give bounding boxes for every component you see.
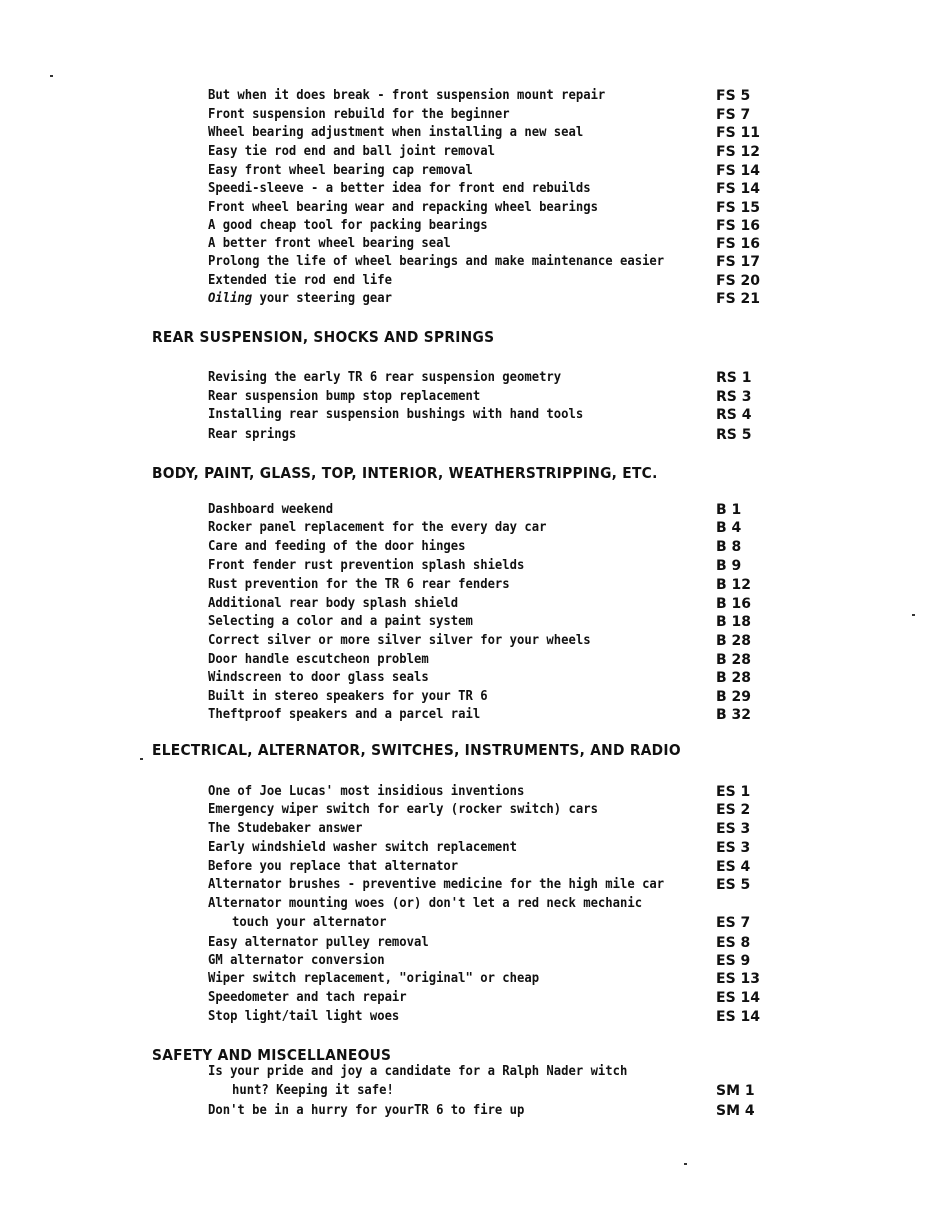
toc-entry xyxy=(208,88,768,106)
entry-title: Rear suspension bump stop replacement xyxy=(208,389,481,404)
toc-entry xyxy=(208,1103,768,1121)
entry-title: Don't be in a hurry for yourTR 6 to fire up xyxy=(208,1103,525,1118)
entry-title: Rust prevention for the TR 6 rear fenders xyxy=(208,577,510,592)
toc-entry xyxy=(208,107,768,125)
entry-title: Front fender rust prevention splash shields xyxy=(208,558,525,573)
entry-page-code: B 4 xyxy=(716,520,742,536)
entry-title: Easy front wheel bearing cap removal xyxy=(208,163,473,178)
toc-entry xyxy=(208,689,768,707)
section-heading: SAFETY AND MISCELLANEOUS xyxy=(152,1046,392,1064)
entry-title: GM alternator conversion xyxy=(208,953,385,968)
entry-page-code: FS 17 xyxy=(716,254,761,270)
entry-page-code: ES 8 xyxy=(716,935,751,951)
toc-entry xyxy=(208,181,768,199)
entry-page-code: B 32 xyxy=(716,707,752,723)
toc-entry xyxy=(208,273,768,291)
entry-title: Built in stereo speakers for your TR 6 xyxy=(208,689,488,704)
entry-page-code: B 29 xyxy=(716,689,752,705)
toc-entry xyxy=(208,802,768,820)
entry-title: Revising the early TR 6 rear suspension geometry xyxy=(208,370,562,385)
entry-page-code: FS 15 xyxy=(716,200,761,216)
toc-entry xyxy=(208,218,768,236)
entry-page-code: RS 5 xyxy=(716,427,752,443)
toc-entry xyxy=(208,502,768,520)
entry-page-code: RS 4 xyxy=(716,407,752,423)
entry-title: Care and feeding of the door hinges xyxy=(208,539,466,554)
scan-speck xyxy=(684,1163,687,1165)
entry-title: Selecting a color and a paint system xyxy=(208,614,473,629)
toc-entry xyxy=(208,896,768,931)
section-heading: REAR SUSPENSION, SHOCKS AND SPRINGS xyxy=(152,328,495,346)
entry-page-code: FS 7 xyxy=(716,107,751,123)
toc-entry xyxy=(208,953,768,971)
entry-title: Alternator brushes - preventive medicine for the high mile car xyxy=(208,877,665,892)
entry-page-code: ES 5 xyxy=(716,877,751,893)
toc-entry xyxy=(208,577,768,595)
toc-entry xyxy=(208,163,768,181)
entry-page-code: FS 21 xyxy=(716,291,761,307)
toc-entry xyxy=(208,971,768,989)
entry-title: Emergency wiper switch for early (rocker switch) cars xyxy=(208,802,598,817)
entry-page-code: ES 3 xyxy=(716,821,751,837)
entry-title: Dashboard weekend xyxy=(208,502,334,517)
toc-entry xyxy=(208,407,768,425)
entry-page-code: ES 7 xyxy=(716,915,751,931)
scan-speck xyxy=(912,614,915,616)
entry-title: Theftproof speakers and a parcel rail xyxy=(208,707,481,722)
toc-entry xyxy=(208,370,768,388)
entry-page-code: SM 4 xyxy=(716,1103,755,1119)
toc-entry xyxy=(208,144,768,162)
entry-title: A better front wheel bearing seal xyxy=(208,236,451,251)
entry-page-code: ES 9 xyxy=(716,953,751,969)
entry-title: One of Joe Lucas' most insidious inventions xyxy=(208,784,525,799)
entry-page-code: ES 14 xyxy=(716,990,761,1006)
entry-page-code: B 12 xyxy=(716,577,752,593)
entry-page-code: FS 11 xyxy=(716,125,761,141)
entry-page-code: SM 1 xyxy=(716,1083,755,1099)
entry-title: Extended tie rod end life xyxy=(208,273,392,288)
entry-title: A good cheap tool for packing bearings xyxy=(208,218,488,233)
entry-title-continued: hunt? Keeping it safe! xyxy=(232,1083,394,1098)
entry-page-code: B 18 xyxy=(716,614,752,630)
toc-entry xyxy=(208,877,768,895)
entry-page-code: B 28 xyxy=(716,633,752,649)
toc-entry xyxy=(208,652,768,670)
toc-entry xyxy=(208,427,768,445)
entry-title: Speedometer and tach repair xyxy=(208,990,407,1005)
entry-title-emphasis: Oiling xyxy=(208,291,253,306)
entry-title: Before you replace that alternator xyxy=(208,859,459,874)
toc-entry xyxy=(208,935,768,953)
entry-page-code: ES 1 xyxy=(716,784,751,800)
toc-entry xyxy=(208,558,768,576)
entry-title: Windscreen to door glass seals xyxy=(208,670,429,685)
toc-entry xyxy=(208,614,768,632)
entry-page-code: ES 4 xyxy=(716,859,751,875)
entry-page-code: FS 20 xyxy=(716,273,761,289)
entry-title: Additional rear body splash shield xyxy=(208,596,459,611)
toc-entry xyxy=(208,990,768,1008)
entry-page-code: FS 16 xyxy=(716,218,761,234)
toc-entry xyxy=(208,596,768,614)
entry-page-code: ES 2 xyxy=(716,802,751,818)
entry-title: The Studebaker answer xyxy=(208,821,363,836)
entry-page-code: ES 13 xyxy=(716,971,761,987)
toc-entry xyxy=(208,291,768,309)
entry-page-code: ES 14 xyxy=(716,1009,761,1025)
toc-entry xyxy=(208,125,768,143)
entry-page-code: FS 5 xyxy=(716,88,751,104)
entry-page-code: B 1 xyxy=(716,502,742,518)
entry-title: Front suspension rebuild for the beginner xyxy=(208,107,510,122)
entry-title: Rocker panel replacement for the every day car xyxy=(208,520,547,535)
entry-title: Speedi-sleeve - a better idea for front end rebuilds xyxy=(208,181,591,196)
entry-page-code: B 8 xyxy=(716,539,742,555)
toc-entry xyxy=(208,784,768,802)
entry-title: But when it does break - front suspension mount repair xyxy=(208,88,606,103)
scan-speck xyxy=(50,75,53,77)
entry-title-text: your steering gear xyxy=(259,291,392,306)
entry-title: Front wheel bearing wear and repacking wheel bearings xyxy=(208,200,598,215)
toc-entry xyxy=(208,520,768,538)
entry-title xyxy=(208,291,392,306)
entry-title: Early windshield washer switch replacement xyxy=(208,840,518,855)
entry-title-continued: touch your alternator xyxy=(232,915,387,930)
entry-page-code: B 9 xyxy=(716,558,742,574)
toc-entry xyxy=(208,254,768,272)
entry-title: Installing rear suspension bushings with hand tools xyxy=(208,407,584,422)
entry-title: Easy alternator pulley removal xyxy=(208,935,429,950)
entry-title: Correct silver or more silver silver for your wheels xyxy=(208,633,591,648)
toc-entry xyxy=(208,200,768,218)
entry-title: Is your pride and joy a candidate for a Ralph Nader witch xyxy=(208,1064,628,1079)
entry-page-code: FS 16 xyxy=(716,236,761,252)
entry-title: Rear springs xyxy=(208,427,297,442)
entry-page-code: B 28 xyxy=(716,652,752,668)
toc-entry xyxy=(208,633,768,651)
section-heading: BODY, PAINT, GLASS, TOP, INTERIOR, WEATHERSTRIPPING, ETC. xyxy=(152,464,658,482)
entry-title: Door handle escutcheon problem xyxy=(208,652,429,667)
scan-speck xyxy=(140,758,143,760)
section-heading: ELECTRICAL, ALTERNATOR, SWITCHES, INSTRUMENTS, AND RADIO xyxy=(152,741,681,759)
entry-title: Easy tie rod end and ball joint removal xyxy=(208,144,495,159)
entry-title: Prolong the life of wheel bearings and make maintenance easier xyxy=(208,254,665,269)
entry-page-code: FS 14 xyxy=(716,181,761,197)
entry-title: Stop light/tail light woes xyxy=(208,1009,400,1024)
entry-page-code: ES 3 xyxy=(716,840,751,856)
entry-page-code: FS 12 xyxy=(716,144,761,160)
toc-entry xyxy=(208,389,768,407)
toc-entry xyxy=(208,1009,768,1027)
toc-entry xyxy=(208,707,768,725)
toc-entry xyxy=(208,859,768,877)
entry-page-code: RS 1 xyxy=(716,370,752,386)
entry-page-code: B 28 xyxy=(716,670,752,686)
toc-entry xyxy=(208,840,768,858)
entry-page-code: RS 3 xyxy=(716,389,752,405)
entry-title: Wiper switch replacement, "original" or cheap xyxy=(208,971,540,986)
entry-page-code: B 16 xyxy=(716,596,752,612)
toc-entry xyxy=(208,1064,768,1099)
toc-entry xyxy=(208,539,768,557)
toc-entry xyxy=(208,821,768,839)
entry-page-code: FS 14 xyxy=(716,163,761,179)
toc-entry xyxy=(208,236,768,254)
toc-entry xyxy=(208,670,768,688)
entry-title: Wheel bearing adjustment when installing a new seal xyxy=(208,125,584,140)
entry-title: Alternator mounting woes (or) don't let a red neck mechanic xyxy=(208,896,643,911)
